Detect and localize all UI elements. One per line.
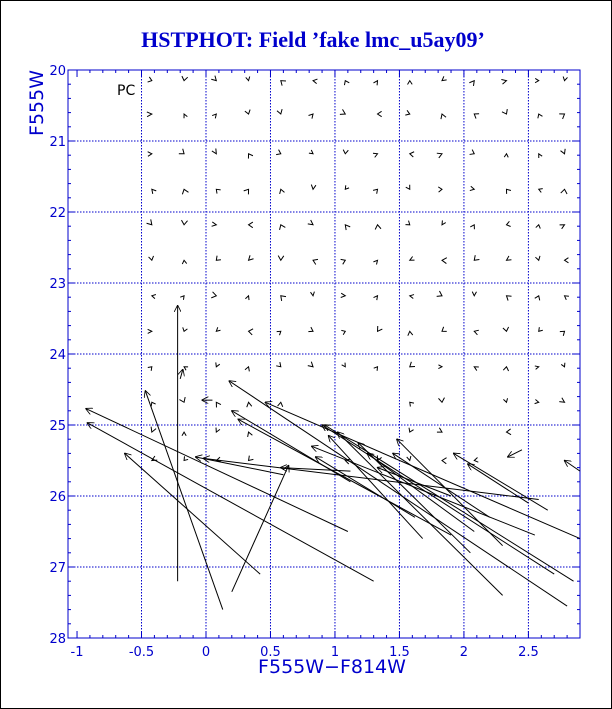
field-vector bbox=[245, 367, 249, 372]
field-vector bbox=[408, 331, 413, 335]
field-vector bbox=[503, 367, 508, 371]
field-vector bbox=[410, 402, 414, 406]
shift-arrow bbox=[565, 461, 580, 472]
vector-field bbox=[86, 76, 580, 610]
shift-arrow bbox=[316, 457, 415, 517]
field-vector bbox=[309, 150, 313, 154]
shift-arrow bbox=[454, 453, 548, 510]
field-vector bbox=[469, 81, 474, 86]
field-vector bbox=[504, 154, 508, 158]
shift-arrow bbox=[232, 411, 351, 482]
shift-arrow bbox=[338, 432, 503, 595]
field-vector bbox=[536, 225, 541, 229]
field-vector bbox=[247, 402, 252, 407]
field-vector bbox=[535, 366, 539, 369]
x-tick-label: 1 bbox=[330, 645, 340, 660]
field-vector bbox=[501, 79, 506, 84]
field-vector bbox=[474, 330, 479, 335]
field-vector bbox=[249, 456, 254, 461]
field-vector bbox=[147, 112, 152, 117]
field-vector bbox=[182, 189, 188, 194]
field-vector bbox=[561, 363, 565, 367]
field-vector bbox=[276, 362, 281, 367]
field-vector bbox=[249, 255, 254, 260]
field-vector bbox=[374, 367, 378, 371]
field-vector bbox=[308, 362, 313, 367]
x-tick-label: 0 bbox=[201, 645, 211, 660]
field-vector bbox=[503, 398, 507, 402]
field-vector bbox=[182, 260, 186, 264]
y-tick-label: 28 bbox=[49, 632, 66, 647]
field-vector bbox=[539, 327, 543, 331]
field-vector bbox=[378, 111, 382, 116]
field-vector bbox=[216, 256, 221, 261]
field-vector bbox=[565, 258, 569, 263]
field-vector bbox=[216, 428, 220, 433]
field-vector bbox=[211, 76, 216, 81]
shift-arrow bbox=[87, 423, 373, 581]
field-vector bbox=[438, 398, 444, 403]
y-tick-label: 23 bbox=[49, 277, 66, 292]
field-vector bbox=[503, 327, 509, 331]
field-vector bbox=[276, 150, 281, 155]
shift-arrow bbox=[125, 453, 260, 574]
field-vector bbox=[245, 296, 249, 300]
x-tick-label: 2 bbox=[459, 645, 469, 660]
field-vector bbox=[245, 110, 250, 114]
field-vector bbox=[410, 257, 415, 261]
field-vector bbox=[212, 222, 217, 226]
field-vector bbox=[409, 428, 414, 432]
field-vector bbox=[410, 295, 414, 299]
field-vector bbox=[148, 77, 152, 82]
field-vector bbox=[149, 256, 154, 260]
field-vector bbox=[182, 432, 186, 436]
shift-arrow bbox=[180, 370, 183, 379]
x-tick-label: -1 bbox=[70, 645, 84, 660]
field-vector bbox=[474, 114, 479, 119]
field-vector bbox=[246, 77, 250, 81]
field-vector bbox=[442, 76, 447, 80]
field-vector bbox=[216, 189, 220, 193]
field-vector bbox=[441, 114, 446, 119]
field-vector bbox=[438, 365, 442, 369]
x-axis-label: F555W−F814W bbox=[258, 656, 406, 678]
field-vector bbox=[342, 363, 346, 367]
field-vector bbox=[212, 114, 216, 118]
field-vector bbox=[248, 432, 253, 437]
shift-arrow bbox=[367, 453, 474, 531]
field-vector bbox=[179, 149, 184, 154]
x-tick-label: -0.5 bbox=[128, 645, 155, 660]
field-vector bbox=[148, 152, 152, 157]
field-vector bbox=[442, 458, 447, 464]
field-vector bbox=[474, 367, 479, 371]
field-vector bbox=[442, 220, 446, 224]
field-vector bbox=[281, 296, 286, 301]
shift-arrow bbox=[378, 468, 452, 496]
shift-arrow bbox=[312, 446, 535, 535]
field-vector bbox=[437, 153, 442, 158]
field-vector bbox=[280, 189, 285, 194]
field-vector bbox=[502, 109, 507, 114]
y-tick-label: 20 bbox=[49, 64, 66, 79]
field-vector bbox=[442, 327, 447, 331]
field-vector bbox=[375, 225, 381, 230]
field-vector bbox=[216, 327, 220, 331]
field-vector bbox=[474, 458, 478, 463]
field-vector bbox=[310, 292, 314, 296]
field-vector bbox=[152, 189, 156, 194]
x-tick-label: 0.5 bbox=[260, 645, 281, 660]
field-vector bbox=[538, 114, 543, 118]
field-vector bbox=[535, 78, 539, 82]
shift-arrow bbox=[322, 425, 554, 574]
chart-title: HSTPHOT: Field ’fake lmc_u5ay09’ bbox=[141, 27, 485, 52]
field-vector bbox=[311, 185, 316, 190]
field-vector bbox=[559, 398, 564, 403]
field-vector bbox=[561, 149, 566, 154]
field-vector bbox=[438, 187, 442, 192]
field-vector bbox=[148, 367, 152, 371]
field-vector bbox=[405, 221, 409, 225]
field-vector bbox=[184, 367, 188, 370]
field-vector bbox=[539, 154, 542, 158]
field-vector bbox=[560, 225, 565, 229]
field-vector bbox=[244, 189, 249, 194]
field-vector bbox=[184, 456, 188, 460]
panel-label: PC bbox=[117, 83, 136, 99]
field-vector bbox=[313, 259, 318, 264]
field-vector bbox=[181, 220, 187, 225]
shift-arrow bbox=[265, 402, 580, 538]
field-vector bbox=[308, 327, 313, 331]
field-vector bbox=[472, 292, 476, 296]
field-vector bbox=[345, 185, 349, 189]
field-vector bbox=[373, 189, 377, 193]
x-tick-label: 1.5 bbox=[389, 645, 410, 660]
field-vector bbox=[559, 114, 564, 119]
field-vector bbox=[410, 152, 414, 157]
field-vector bbox=[563, 76, 567, 80]
field-vector bbox=[147, 219, 152, 224]
field-vector bbox=[341, 293, 346, 297]
field-vector bbox=[506, 296, 511, 301]
field-vector bbox=[437, 428, 442, 432]
field-vector bbox=[405, 110, 409, 115]
shift-arrow bbox=[229, 381, 567, 606]
field-vector bbox=[506, 189, 510, 194]
field-vector bbox=[561, 189, 567, 194]
shift-arrow bbox=[468, 464, 529, 503]
field-vector bbox=[341, 259, 346, 264]
field-vector bbox=[183, 327, 188, 331]
field-vector bbox=[470, 186, 474, 190]
y-tick-labels bbox=[49, 64, 66, 647]
field-vector bbox=[408, 81, 413, 85]
y-tick-label: 24 bbox=[49, 348, 66, 363]
field-vector bbox=[343, 150, 348, 154]
field-vector bbox=[278, 402, 283, 407]
field-vector bbox=[281, 81, 286, 86]
field-vector bbox=[216, 362, 220, 366]
field-vector bbox=[539, 189, 543, 193]
field-vector bbox=[313, 79, 317, 84]
field-vector bbox=[184, 114, 187, 118]
field-vector bbox=[535, 296, 540, 301]
field-vector bbox=[374, 296, 378, 300]
field-vector bbox=[535, 399, 539, 403]
field-vector bbox=[506, 256, 511, 260]
field-vector bbox=[280, 225, 286, 230]
field-vector bbox=[277, 109, 282, 114]
field-vector bbox=[179, 397, 185, 402]
field-vector bbox=[309, 114, 314, 119]
field-vector bbox=[437, 291, 442, 296]
field-vector bbox=[565, 296, 569, 300]
x-tick-label: 2.5 bbox=[518, 645, 539, 660]
field-vector bbox=[278, 256, 284, 261]
field-vector bbox=[410, 362, 415, 367]
field-vector bbox=[345, 225, 350, 230]
field-vector bbox=[341, 330, 345, 334]
field-vector bbox=[506, 429, 511, 435]
field-vector bbox=[535, 256, 540, 260]
field-vector bbox=[373, 260, 377, 264]
field-vector bbox=[182, 76, 188, 81]
shift-arrow bbox=[86, 409, 348, 532]
shift-arrow bbox=[145, 391, 222, 610]
shift-arrow bbox=[232, 465, 289, 591]
y-tick-label: 22 bbox=[49, 206, 66, 221]
field-vector bbox=[506, 221, 510, 226]
field-vector bbox=[378, 326, 383, 331]
field-vector bbox=[249, 222, 253, 228]
field-vector bbox=[470, 150, 475, 155]
field-vector bbox=[470, 225, 474, 230]
field-vector bbox=[248, 154, 252, 159]
field-vector bbox=[308, 220, 313, 225]
y-tick-label: 26 bbox=[49, 490, 66, 505]
field-vector bbox=[249, 329, 254, 335]
field-vector bbox=[151, 402, 155, 406]
field-vector bbox=[344, 81, 349, 85]
field-vector bbox=[212, 149, 216, 154]
field-vector bbox=[151, 427, 156, 432]
grid bbox=[68, 70, 580, 638]
y-tick-label: 25 bbox=[49, 419, 66, 434]
field-vector bbox=[211, 292, 216, 298]
y-tick-label: 21 bbox=[49, 135, 66, 150]
field-vector bbox=[406, 185, 410, 190]
field-vector bbox=[373, 153, 378, 157]
field-vector bbox=[442, 258, 447, 264]
field-vector bbox=[560, 331, 565, 336]
field-vector bbox=[180, 296, 184, 300]
field-vector bbox=[216, 402, 221, 407]
field-vector bbox=[277, 331, 281, 335]
y-tick-label: 27 bbox=[49, 561, 66, 576]
field-vector bbox=[373, 81, 377, 86]
y-axis-label: F555W bbox=[26, 70, 48, 136]
shift-arrow bbox=[397, 439, 503, 546]
field-vector bbox=[152, 294, 156, 298]
shift-arrow bbox=[508, 450, 522, 457]
field-vector bbox=[148, 329, 152, 333]
field-vector bbox=[474, 255, 479, 260]
field-vector bbox=[340, 109, 345, 114]
field-vector bbox=[407, 456, 411, 461]
shift-arrow bbox=[203, 458, 538, 499]
